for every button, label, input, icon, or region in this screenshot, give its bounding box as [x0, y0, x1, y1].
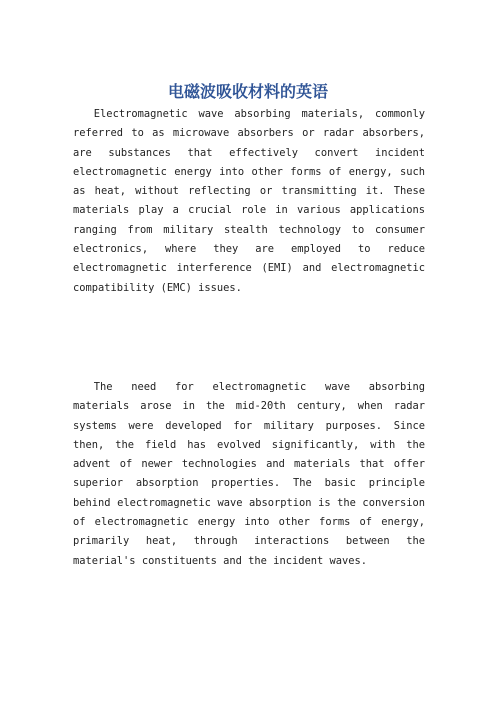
- paragraph-2: The need for electromagnetic wave absorbing materials arose in the mid-20th century, when radar systems were developed for military purposes. Since then, the field has evolved significantly, with the advent of newer technologies and materials that offer superior absorption properties. The basic principle behind electromagnetic wave absorption is the conversion of electromagnetic energy into other forms of energy, primarily heat, through interactions between the material's constituents and the incident waves.: [73, 381, 425, 567]
- document-title: 电磁波吸收材料的英语: [167, 82, 328, 101]
- paragraph-1: Electromagnetic wave absorbing materials, commonly referred to as microwave absorbers or radar absorbers, are substances that effectively convert incident electromagnetic energy into other forms of energy, such as heat, without reflecting or transmitting it. These materials play a crucial role in various applications ranging from military stealth technology to consumer electronics, where they are employed to reduce electromagnetic interference (EMI) and electromagnetic compatibility (EMC) issues.: [73, 108, 425, 294]
